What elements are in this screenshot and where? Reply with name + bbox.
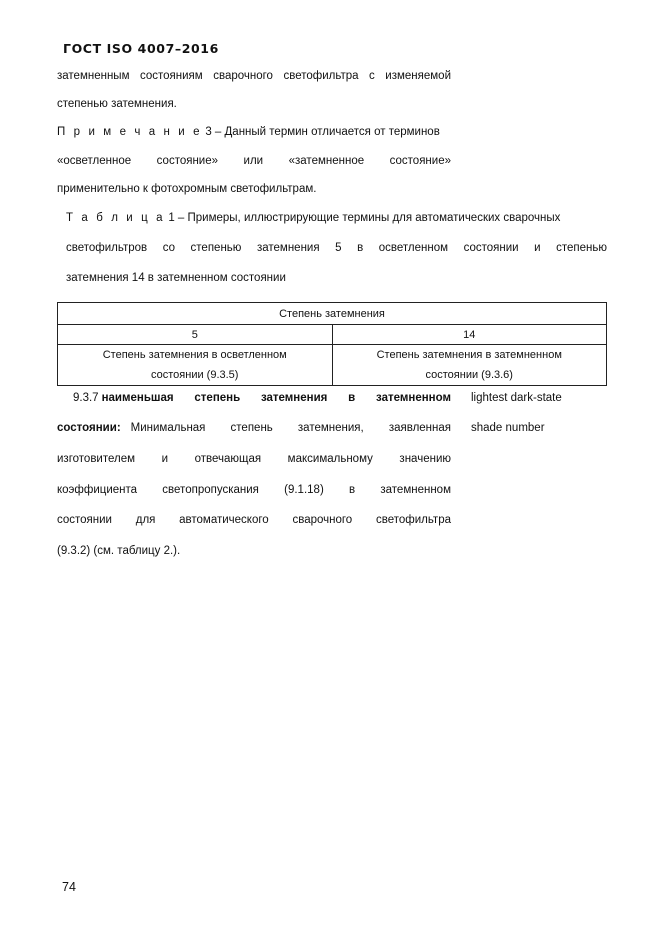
- term-definition-line: состоянии для автоматического сварочного светофильтра: [57, 514, 451, 526]
- table-caption-line-3: затемнения 14 в затемненном состоянии: [66, 272, 286, 284]
- note-word: «затемненное: [288, 155, 365, 167]
- table-label-line: состоянии (9.3.6): [425, 369, 513, 381]
- table-label-cell: [58, 345, 333, 386]
- note-text: – Данный термин отличается от терминов: [214, 126, 440, 138]
- term-definition-line: (9.3.2) (см. таблицу 2.).: [57, 545, 181, 557]
- table-caption-label: Т а б л и ц а: [66, 212, 166, 224]
- table-label-line: Степень затемнения в затемненном: [376, 349, 562, 361]
- english-term-line: lightest dark-state: [471, 392, 562, 404]
- continuation-line-1: затемненным состояниям сварочного светофильтра с изменяемой: [57, 70, 451, 82]
- table-caption-text: – Примеры, иллюстрирующие термины для автоматических сварочных: [177, 212, 561, 224]
- term-line-2: [57, 421, 451, 435]
- note-label: П р и м е ч а н и е: [57, 126, 203, 138]
- term-title-end: состоянии:: [57, 422, 121, 434]
- table-value-cell: 14: [332, 325, 607, 345]
- continuation-line-2: степенью затемнения.: [57, 98, 177, 110]
- term-definition-line: коэффициента светопропускания (9.1.18) в затемненном: [57, 484, 451, 496]
- shade-table: [57, 302, 607, 386]
- note-line-1: [57, 125, 451, 139]
- table-caption-number: 1: [168, 212, 175, 224]
- note-word: «осветленное: [57, 155, 132, 167]
- table-value-cell: 5: [58, 325, 333, 345]
- note-number: 3: [205, 126, 212, 138]
- table-header-cell: Степень затемнения: [58, 303, 607, 325]
- term-line-1: [73, 391, 451, 405]
- term-number: 9.3.7: [73, 392, 99, 404]
- note-word: или: [243, 155, 264, 167]
- table-caption-line-2: светофильтров со степенью затемнения 5 в осветленном состоянии и степенью: [66, 242, 607, 254]
- note-word: состояние»: [389, 155, 451, 167]
- term-title: наименьшая степень затемнения в затемненном: [101, 392, 451, 404]
- table-label-cell: [332, 345, 607, 386]
- term-definition-line: изготовителем и отвечающая максимальному значению: [57, 453, 451, 465]
- document-header: ГОСТ ISO 4007–2016: [63, 41, 219, 56]
- note-line-3: применительно к фотохромным светофильтрам.: [57, 183, 317, 195]
- table-label-line: Степень затемнения в осветленном: [102, 349, 287, 361]
- note-word: состояние»: [156, 155, 219, 167]
- table-label-line: состоянии (9.3.5): [151, 369, 239, 381]
- english-term-line: shade number: [471, 422, 545, 434]
- note-line-2: [57, 154, 451, 168]
- table-caption-line-1: [66, 211, 607, 225]
- term-definition-start: Минимальная степень затемнения, заявленная: [130, 422, 451, 434]
- page-number: 74: [62, 880, 76, 894]
